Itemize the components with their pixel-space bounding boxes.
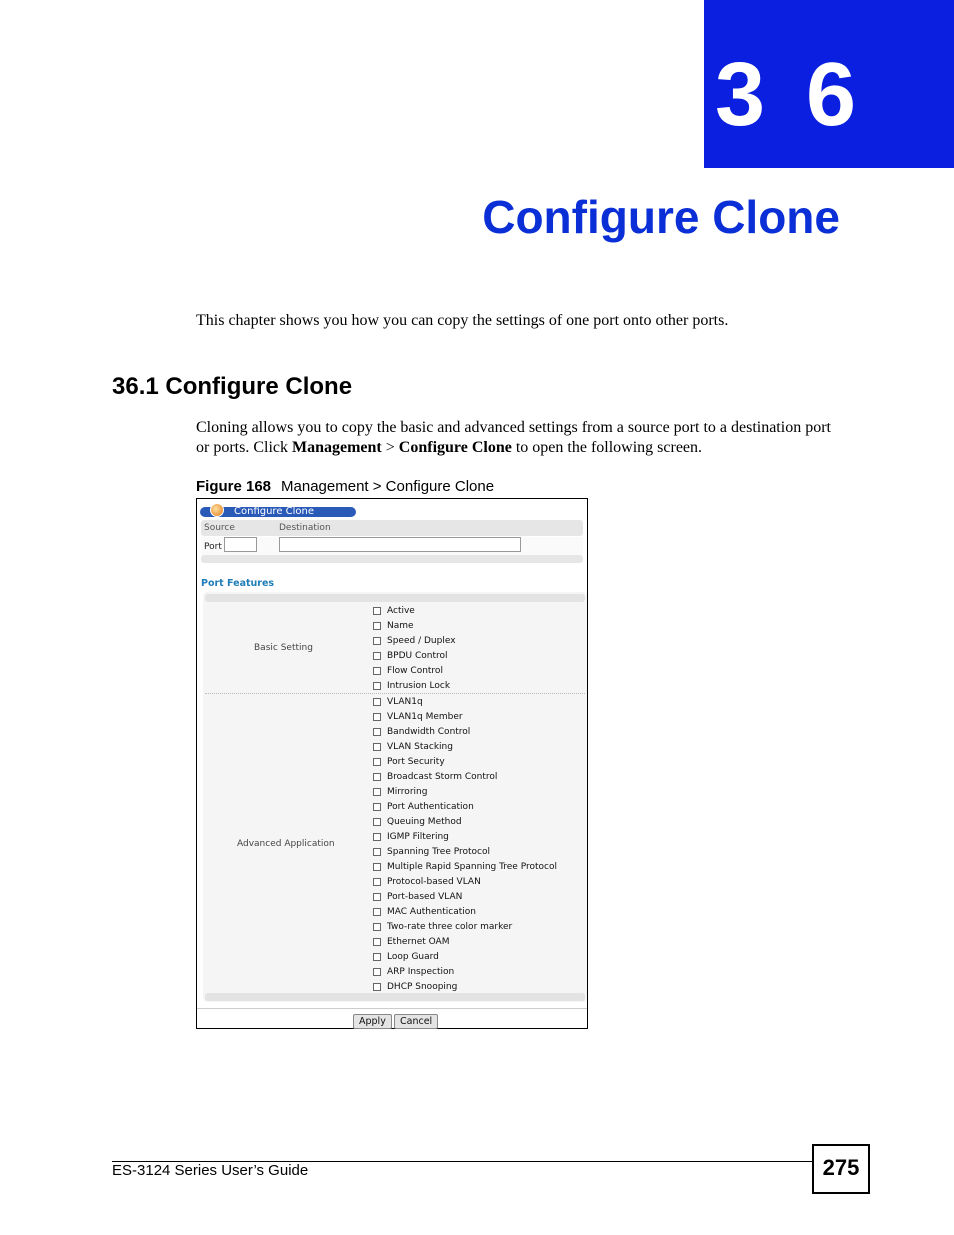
basic-setting-item[interactable] bbox=[373, 603, 415, 618]
destination-ports-input[interactable] bbox=[279, 537, 521, 552]
checkbox[interactable] bbox=[373, 622, 381, 630]
advanced-application-item-label: Port-based VLAN bbox=[387, 891, 463, 902]
advanced-application-item[interactable] bbox=[373, 814, 462, 829]
section-heading: 36.1 Configure Clone bbox=[112, 373, 353, 400]
advanced-application-item[interactable] bbox=[373, 769, 497, 784]
basic-setting-item[interactable] bbox=[373, 678, 450, 693]
advanced-application-item-label: Port Security bbox=[387, 756, 445, 767]
paragraph-text-1: Cloning allows you to copy the basic and advanced settings from a source port to a destination port or ports. Click bbox=[196, 419, 831, 456]
checkbox[interactable] bbox=[373, 743, 381, 751]
checkbox[interactable] bbox=[373, 758, 381, 766]
checkbox[interactable] bbox=[373, 773, 381, 781]
source-port-input[interactable] bbox=[224, 537, 257, 552]
advanced-application-item-label: Spanning Tree Protocol bbox=[387, 846, 491, 857]
source-header-bar bbox=[201, 520, 583, 536]
advanced-application-item[interactable] bbox=[373, 799, 474, 814]
advanced-application-item-label: Loop Guard bbox=[387, 951, 439, 962]
tab-orb-icon bbox=[210, 503, 224, 517]
basic-setting-item-label: Name bbox=[387, 620, 414, 631]
advanced-application-item[interactable] bbox=[373, 784, 427, 799]
advanced-application-item[interactable] bbox=[373, 919, 512, 934]
advanced-application-item-label: Ethernet OAM bbox=[387, 936, 450, 947]
port-features-bottom-bar bbox=[205, 993, 585, 1001]
basic-setting-label: Basic Setting bbox=[254, 643, 313, 653]
checkbox[interactable] bbox=[373, 637, 381, 645]
advanced-application-item-label: VLAN1q Member bbox=[387, 711, 463, 722]
advanced-application-item[interactable] bbox=[373, 694, 423, 709]
advanced-application-item[interactable] bbox=[373, 709, 463, 724]
advanced-application-item-label: Protocol-based VLAN bbox=[387, 876, 481, 887]
checkbox[interactable] bbox=[373, 893, 381, 901]
advanced-application-item-label: Multiple Rapid Spanning Tree Protocol bbox=[387, 861, 557, 872]
port-label: Port bbox=[204, 542, 222, 552]
checkbox[interactable] bbox=[373, 878, 381, 886]
apply-button[interactable]: Apply bbox=[353, 1014, 392, 1029]
advanced-application-item-label: VLAN1q bbox=[387, 696, 423, 707]
checkbox[interactable] bbox=[373, 728, 381, 736]
basic-setting-item[interactable] bbox=[373, 633, 456, 648]
checkbox[interactable] bbox=[373, 713, 381, 721]
checkbox[interactable] bbox=[373, 938, 381, 946]
body-paragraph bbox=[196, 418, 846, 458]
checkbox[interactable] bbox=[373, 788, 381, 796]
checkbox[interactable] bbox=[373, 953, 381, 961]
basic-setting-item-label: Speed / Duplex bbox=[387, 635, 456, 646]
advanced-application-item-label: IGMP Filtering bbox=[387, 831, 449, 842]
advanced-application-label: Advanced Application bbox=[237, 839, 335, 849]
basic-setting-item-label: BPDU Control bbox=[387, 650, 448, 661]
button-row-divider bbox=[197, 1008, 587, 1009]
checkbox[interactable] bbox=[373, 682, 381, 690]
checkbox[interactable] bbox=[373, 848, 381, 856]
figure-caption-text: Management > Configure Clone bbox=[281, 478, 495, 495]
basic-setting-item-label: Flow Control bbox=[387, 665, 443, 676]
advanced-application-item[interactable] bbox=[373, 889, 462, 904]
paragraph-bold-management: Management bbox=[292, 439, 382, 456]
advanced-application-item[interactable] bbox=[373, 724, 470, 739]
port-features-top-bar bbox=[205, 594, 585, 602]
figure-caption bbox=[196, 478, 494, 495]
checkbox[interactable] bbox=[373, 968, 381, 976]
tab-title: Configure Clone bbox=[234, 506, 315, 517]
chapter-title: Configure Clone bbox=[482, 191, 840, 243]
page-number: 275 bbox=[822, 1155, 860, 1180]
advanced-application-item-label: Two-rate three color marker bbox=[387, 921, 513, 932]
basic-setting-item[interactable] bbox=[373, 663, 443, 678]
paragraph-bold-configure-clone: Configure Clone bbox=[398, 439, 512, 456]
source-header: Source bbox=[204, 523, 235, 533]
advanced-application-item[interactable] bbox=[373, 964, 454, 979]
configure-clone-screenshot bbox=[196, 498, 588, 1029]
footer-guide-title: ES-3124 Series User’s Guide bbox=[112, 1162, 309, 1179]
basic-setting-item[interactable] bbox=[373, 648, 448, 663]
advanced-application-item[interactable] bbox=[373, 949, 439, 964]
checkbox[interactable] bbox=[373, 923, 381, 931]
figure-label: Figure 168 bbox=[196, 478, 272, 495]
checkbox[interactable] bbox=[373, 652, 381, 660]
advanced-application-item[interactable] bbox=[373, 844, 490, 859]
advanced-application-item-label: ARP Inspection bbox=[387, 966, 455, 977]
cancel-button[interactable]: Cancel bbox=[394, 1014, 438, 1029]
advanced-application-item-label: Port Authentication bbox=[387, 801, 474, 812]
checkbox[interactable] bbox=[373, 833, 381, 841]
advanced-application-item-label: VLAN Stacking bbox=[387, 741, 453, 752]
paragraph-separator: > bbox=[381, 439, 399, 456]
advanced-application-item-label: Bandwidth Control bbox=[387, 726, 471, 737]
advanced-application-item[interactable] bbox=[373, 754, 445, 769]
advanced-application-item[interactable] bbox=[373, 859, 557, 874]
intro-text: This chapter shows you how you can copy the settings of one port onto other ports. bbox=[196, 312, 729, 329]
advanced-application-item-label: Queuing Method bbox=[387, 816, 462, 827]
port-features-title: Port Features bbox=[201, 578, 275, 589]
checkbox[interactable] bbox=[373, 667, 381, 675]
checkbox[interactable] bbox=[373, 908, 381, 916]
basic-setting-item-label: Intrusion Lock bbox=[387, 680, 451, 691]
checkbox[interactable] bbox=[373, 607, 381, 615]
checkbox[interactable] bbox=[373, 803, 381, 811]
checkbox[interactable] bbox=[373, 818, 381, 826]
advanced-application-item-label: MAC Authentication bbox=[387, 906, 476, 917]
advanced-application-item[interactable] bbox=[373, 874, 481, 889]
checkbox[interactable] bbox=[373, 983, 381, 991]
advanced-application-item-label: Mirroring bbox=[387, 786, 428, 797]
advanced-application-item-label: DHCP Snooping bbox=[387, 981, 458, 992]
advanced-application-item[interactable] bbox=[373, 904, 476, 919]
advanced-application-item[interactable] bbox=[373, 934, 449, 949]
destination-header: Destination bbox=[279, 523, 331, 533]
basic-setting-item[interactable] bbox=[373, 618, 414, 633]
advanced-application-item-label: Broadcast Storm Control bbox=[387, 771, 498, 782]
checkbox[interactable] bbox=[373, 698, 381, 706]
advanced-application-item[interactable] bbox=[373, 739, 453, 754]
advanced-application-item[interactable] bbox=[373, 829, 449, 844]
chapter-number: 3 6 bbox=[715, 45, 865, 145]
basic-setting-item-label: Active bbox=[387, 605, 415, 616]
source-footer-bar bbox=[201, 555, 583, 563]
advanced-application-item[interactable] bbox=[373, 979, 457, 994]
paragraph-text-2: to open the following screen. bbox=[511, 439, 703, 456]
checkbox[interactable] bbox=[373, 863, 381, 871]
